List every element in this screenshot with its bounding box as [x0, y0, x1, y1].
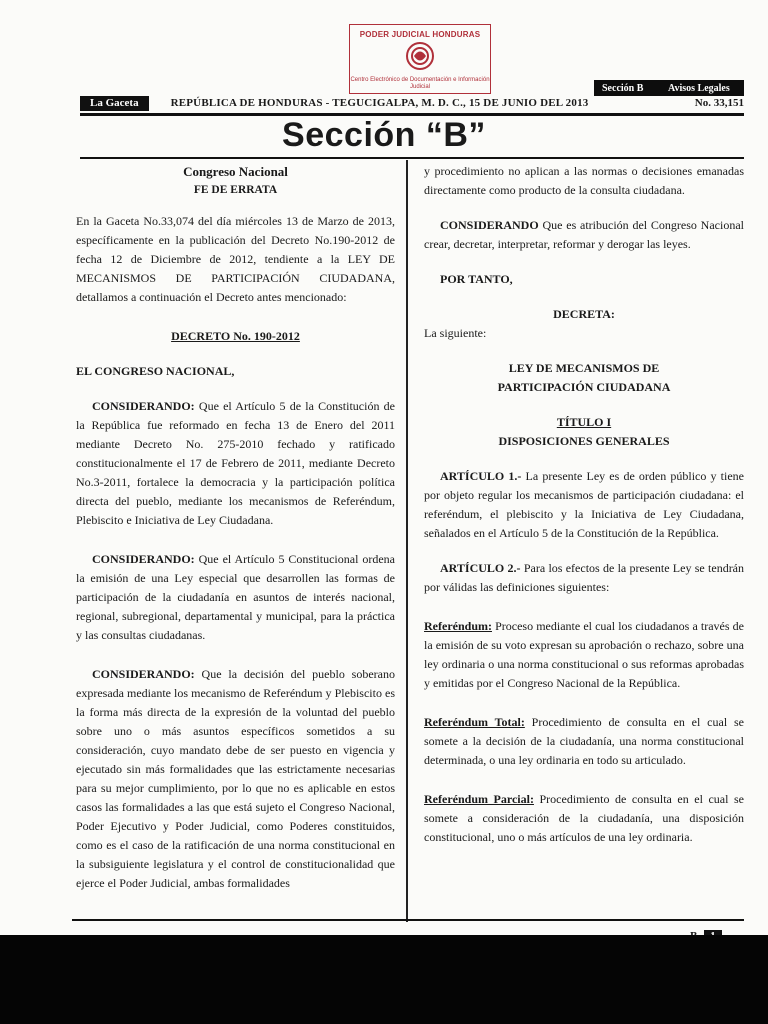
- stamp-title: PODER JUDICIAL HONDURAS: [359, 30, 481, 39]
- right-column: [424, 162, 744, 847]
- considerando-4: [424, 216, 744, 254]
- masthead: [80, 94, 744, 112]
- continuation-paragraph: y procedimiento no aplican a las normas o decisiones emanadas directamente como producto de la consulta ciudadana.: [424, 164, 744, 197]
- title-rule: [80, 157, 744, 159]
- considerando-label: CONSIDERANDO:: [92, 667, 195, 681]
- definition-text: Procedimiento de consulta en el cual se somete a la decisión de la ciudadanía, una norma constitucional determinada, o una ley ordinaria en todo su articulado.: [424, 715, 744, 767]
- considerando-text: Que el Artículo 5 de la Constitución de la República fue reformado en fecha 13 de Enero del 2011 mediante Decreto No. 275-2010 fechado y ratificado constitucionalmente el 17 de Febrero de 2011, mediante Decreto No.3-2011, fortalece la democracia y la participación política directa del pueblo, mediante los mecanismos de Referéndum, Plebiscito e Iniciativa de Ley Ciudadana.: [76, 399, 395, 527]
- masthead-dateline: REPÚBLICA DE HONDURAS - TEGUCIGALPA, M. D. C., 15 DE JUNIO DEL 2013: [170, 97, 589, 109]
- considerando-text: Que el Artículo 5 Constitucional ordena la emisión de una Ley especial que desarrollen las formas de participación de la ciudadanía en asuntos de interés nacional, regional, subregional, departamental y municipal, para la práctica y las consultas ciudadanas.: [76, 552, 395, 642]
- definition-term: Referéndum Total:: [424, 715, 525, 729]
- section-title: Sección “B”: [282, 116, 486, 154]
- article-text: La presente Ley es de orden público y tiene por objeto regular los mecanismos de participación ciudadana: el referéndum, el plebiscito y la Iniciativa de Ley Ciudadana, señalados en el Artículo 5 de la Constitución de la República.: [424, 469, 745, 540]
- disposiciones-heading: DISPOSICIONES GENERALES: [498, 434, 670, 448]
- definition-term: Referéndum Parcial:: [424, 792, 534, 806]
- la-siguiente: La siguiente:: [424, 326, 487, 340]
- heading-fe-errata: FE DE ERRATA: [193, 184, 278, 196]
- considerando-text: Que es atribución del Congreso Nacional crear, decretar, interpretar, reformar y derogar las leyes.: [424, 218, 744, 251]
- articulo-2: [424, 559, 744, 597]
- considerando-1: [76, 397, 395, 530]
- definition-referendum: [424, 617, 744, 693]
- law-title: LEY DE MECANISMOS DE PARTICIPACIÓN CIUDADANA: [497, 361, 671, 394]
- considerando-text: Que la decisión del pueblo soberano expresada mediante los mecanismo de Referéndum y Plebiscito es la forma más directa de la expresión de la voluntad del pueblo sobre uno o más asuntos específicos sometidos a su consideración, cuyo mandato debe de ser puesto en vigencia y ejecutado sin más formalidades que las estrictamente necesarias para su mejor cumplimiento, por lo que no es aplicable en estos casos las formalidades a las que está sujeto el Congreso Nacional, Poder Ejecutivo y Poder Judicial, como Poderes constituidos, como es el caso de la ratificación de una norma constitucional en la subsiguiente legislatura y el control de constitucionalidad que ejerce el Poder Judicial, ambas formalidades: [76, 667, 395, 890]
- scan-border: [0, 935, 768, 1024]
- considerando-3: [76, 665, 395, 893]
- definition-text: Procedimiento de consulta en el cual se somete a consideración de la ciudadanía, una disposición constitucional, uno o más artículos de una ley ordinaria.: [424, 792, 744, 844]
- heading-congreso: Congreso Nacional: [183, 164, 288, 179]
- article-label: ARTÍCULO 1.-: [440, 469, 522, 483]
- section-label: Sección B: [602, 82, 644, 94]
- articulo-1: [424, 467, 744, 543]
- left-column: [76, 162, 395, 893]
- issue-number: No. 33,151: [694, 97, 744, 109]
- definition-term: Referéndum:: [424, 619, 492, 633]
- stamp-subtitle: Centro Electrónico de Documentación e Información Judicial: [350, 77, 490, 90]
- avisos-label: Avisos Legales: [668, 82, 730, 94]
- footer-rule: [72, 919, 744, 921]
- considerando-label: CONSIDERANDO: [440, 218, 539, 232]
- definition-referendum-parcial: [424, 790, 744, 847]
- intro-paragraph: En la Gaceta No.33,074 del día miércoles 13 de Marzo de 2013, específicamente en la publicación del Decreto No.190-2012 de fecha 12 de Diciembre de 2012, tendiente a la LEY DE MECANISMOS DE PARTICIPACIÓN CIUDADANA, detallamos a continuación el Decreto antes mencionado:: [76, 214, 395, 304]
- column-divider: [406, 160, 408, 922]
- decreto-number: DECRETO No. 190-2012: [171, 329, 300, 343]
- considerando-label: CONSIDERANDO:: [92, 552, 195, 566]
- article-label: ARTÍCULO 2.-: [440, 561, 521, 575]
- el-congreso-heading: EL CONGRESO NACIONAL,: [76, 364, 235, 378]
- definition-referendum-total: [424, 713, 744, 770]
- judicial-stamp: [349, 24, 491, 94]
- considerando-2: [76, 550, 395, 645]
- definition-text: Proceso mediante el cual los ciudadanos a través de la emisión de su voto expresan su aprobación o rechazo, sobre una ley ordinaria o una norma constitucional o sus reformas aprobadas y emitidas por el Congreso Nacional de la República.: [424, 619, 744, 690]
- por-tanto: POR TANTO,: [440, 272, 513, 286]
- article-text: Para los efectos de la presente Ley se tendrán por válidas las definiciones siguientes:: [424, 561, 745, 594]
- gaceta-label: La Gaceta: [80, 96, 149, 111]
- considerando-label: CONSIDERANDO:: [92, 399, 195, 413]
- judicial-seal-icon: [405, 41, 435, 71]
- decreta-heading: DECRETA:: [553, 307, 615, 321]
- titulo-heading: TÍTULO I: [556, 415, 612, 429]
